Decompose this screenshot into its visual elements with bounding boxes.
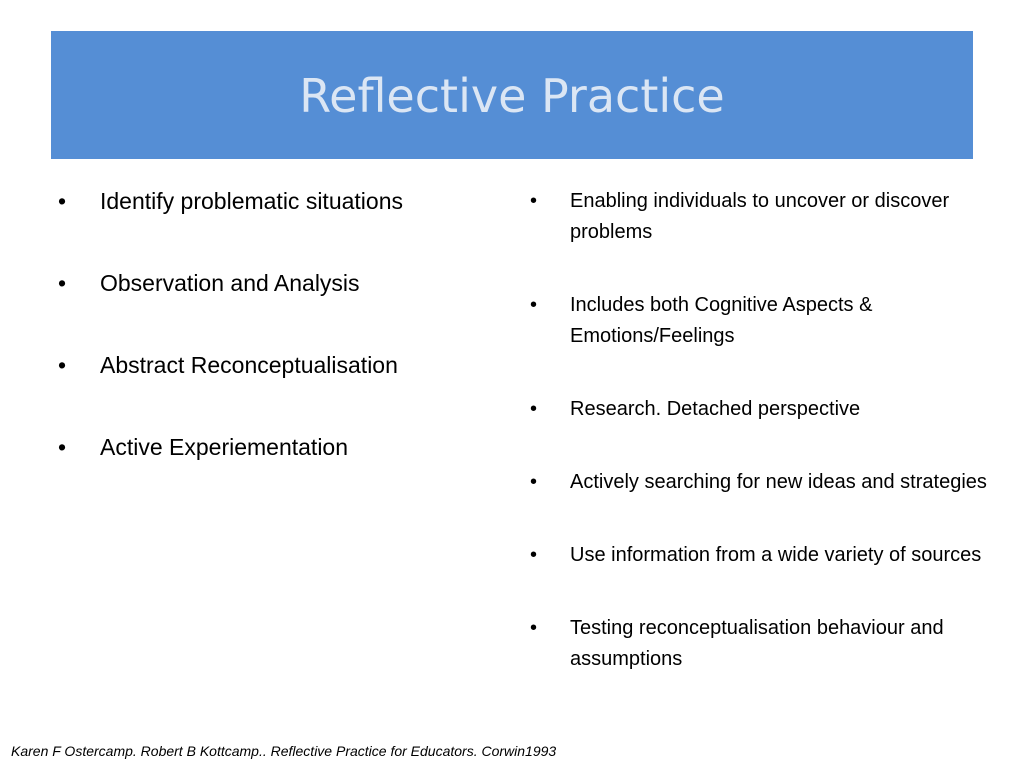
- left-bullet-text: Abstract Reconceptualisation: [100, 352, 398, 378]
- bullet-icon: •: [530, 190, 538, 212]
- right-bullet-text: Actively searching for new ideas and strategies: [570, 471, 987, 493]
- left-bullet-item: [58, 268, 478, 298]
- title-banner: [51, 31, 973, 159]
- left-bullet-item: [58, 350, 478, 380]
- right-bullet-item: [530, 290, 990, 352]
- right-bullet-item: [530, 394, 990, 425]
- bullet-icon: •: [530, 617, 538, 639]
- right-bullet-text: Use information from a wide variety of sources: [570, 544, 982, 566]
- left-bullet-text: Identify problematic situations: [100, 188, 403, 214]
- right-bullet-text: Includes both Cognitive Aspects & Emotions/Feelings: [570, 294, 873, 347]
- right-bullet-text: Enabling individuals to uncover or discover problems: [570, 190, 950, 243]
- bullet-icon: •: [530, 544, 538, 566]
- bullet-icon: •: [58, 270, 67, 296]
- left-bullet-text: Observation and Analysis: [100, 270, 360, 296]
- right-bullet-item: [530, 540, 990, 571]
- right-bullet-item: [530, 467, 990, 498]
- right-bullet-text: Testing reconceptualisation behaviour and assumptions: [570, 617, 944, 670]
- bullet-icon: •: [58, 352, 67, 378]
- left-bullet-item: [58, 432, 478, 462]
- right-bullet-item: [530, 613, 990, 675]
- right-bullet-text: Research. Detached perspective: [570, 398, 861, 420]
- left-bullet-text: Active Experiementation: [100, 434, 349, 460]
- right-bullet-list: [530, 186, 990, 717]
- bullet-icon: •: [58, 188, 67, 214]
- slide-title: Reflective Practice: [299, 69, 725, 123]
- right-bullet-item: [530, 186, 990, 248]
- bullet-icon: •: [530, 294, 538, 316]
- bullet-icon: •: [530, 471, 538, 493]
- left-bullet-list: [58, 186, 478, 514]
- left-bullet-item: [58, 186, 478, 216]
- citation-footer: Karen F Ostercamp. Robert B Kottcamp.. Reflective Practice for Educators. Corwin1993: [11, 743, 557, 759]
- bullet-icon: •: [530, 398, 538, 420]
- bullet-icon: •: [58, 434, 67, 460]
